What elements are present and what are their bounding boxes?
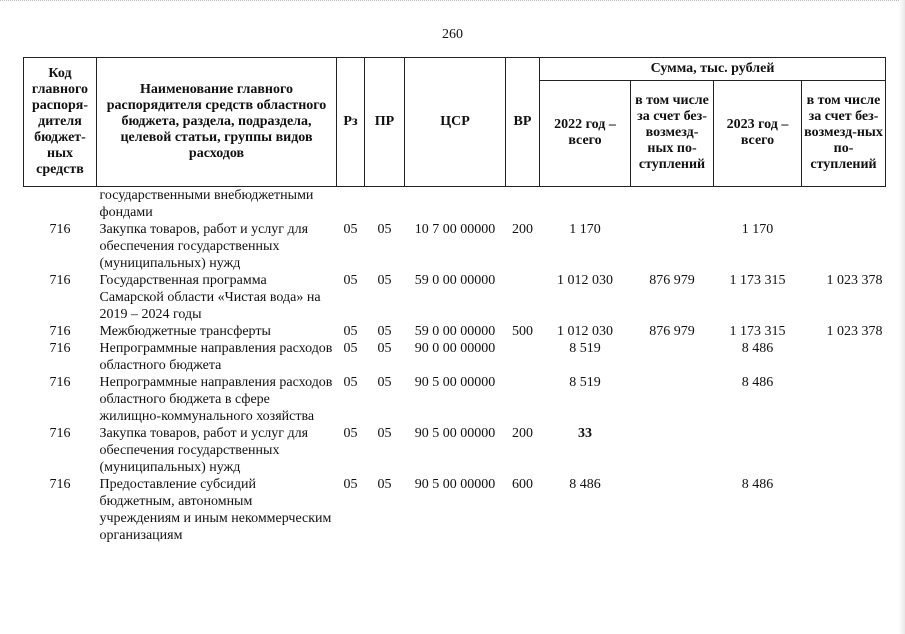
cell-2022-incl (631, 340, 714, 374)
cell-vr (506, 187, 540, 222)
cell-2022-total (540, 187, 631, 222)
cell-vr: 500 (512, 324, 533, 339)
cell-name: государственными внебюджетными фондами (99, 188, 314, 220)
cell-2023-incl (802, 340, 886, 374)
header-2022-total: 2022 год – всего (540, 80, 631, 186)
cell-vr: 600 (512, 477, 533, 492)
cell-name: Межбюджетные трансферты (99, 324, 271, 339)
cell-name: Закупка товаров, работ и услуг для обеспечения государственных (муниципальных) нужд (99, 426, 309, 475)
cell-code: 716 (49, 477, 71, 492)
cell-name: Государственная программа Самарской области «Чистая вода» на 2019 – 2024 годы (99, 273, 321, 322)
table-row (24, 221, 886, 272)
header-code: Код главного распоря-дителя бюджет-ных средств (24, 58, 97, 187)
cell-2022-total: 1 012 030 (557, 324, 613, 339)
cell-vr: 200 (512, 222, 533, 237)
cell-code: 716 (49, 375, 71, 390)
cell-pr: 05 (377, 426, 392, 441)
cell-csr: 90 5 00 00000 (414, 426, 496, 441)
table-row (24, 272, 886, 323)
cell-rz: 05 (343, 273, 358, 288)
cell-2023-total: 1 173 315 (729, 324, 786, 339)
cell-name: Непрограммные направления расходов областного бюджета (99, 341, 333, 373)
header-2023-total: 2023 год – всего (714, 80, 802, 186)
cell-rz: 05 (343, 324, 358, 339)
cell-2022-incl (631, 425, 714, 476)
cell-2022-incl (631, 221, 714, 272)
cell-pr: 05 (377, 477, 392, 492)
cell-2023-incl (802, 221, 886, 272)
cell-2022-total: 8 486 (569, 477, 601, 492)
cell-2022-incl (631, 374, 714, 425)
cell-2023-total: 8 486 (741, 341, 774, 356)
header-pr: ПР (365, 58, 405, 187)
cell-rz: 05 (343, 341, 358, 356)
cell-2022-incl (631, 476, 714, 544)
cell-vr (506, 272, 540, 323)
cell-pr: 05 (377, 222, 392, 237)
scan-top-edge (0, 0, 905, 4)
cell-csr: 90 5 00 00000 (414, 375, 496, 390)
cell-2022-incl (631, 187, 714, 222)
cell-csr: 59 0 00 00000 (414, 273, 496, 288)
cell-2022-total: 33 (578, 426, 592, 441)
table-row (24, 425, 886, 476)
cell-pr: 05 (377, 273, 392, 288)
table-row (24, 340, 886, 374)
cell-code: 716 (49, 341, 71, 356)
header-2023-incl: в том числе за счет без-возмезд-ных по-ступлений (802, 80, 886, 186)
page-number: 260 (442, 27, 463, 42)
header-vr: ВР (506, 58, 540, 187)
cell-csr: 59 0 00 00000 (414, 324, 496, 339)
cell-code (24, 187, 97, 222)
cell-name: Закупка товаров, работ и услуг для обеспечения государственных (муниципальных) нужд (99, 222, 309, 271)
header-2022-incl: в том числе за счет без-возмезд-ных по-ступлений (631, 80, 714, 186)
cell-2023-incl: 1 023 378 (826, 273, 883, 288)
cell-2023-total: 8 486 (741, 477, 774, 492)
cell-vr: 200 (512, 426, 533, 441)
cell-rz: 05 (343, 222, 358, 237)
cell-2023-incl: 1 023 378 (826, 324, 883, 339)
cell-2022-incl: 876 979 (649, 324, 695, 339)
cell-pr: 05 (377, 375, 392, 390)
cell-2023-total: 1 173 315 (729, 273, 786, 288)
cell-csr: 90 0 00 00000 (414, 341, 496, 356)
cell-2022-incl: 876 979 (649, 273, 695, 288)
table-row (24, 323, 886, 340)
table-header (24, 58, 886, 187)
cell-2023-total: 1 170 (741, 222, 774, 237)
cell-vr (506, 340, 540, 374)
cell-rz: 05 (343, 375, 358, 390)
cell-2023-incl (802, 187, 886, 222)
scan-right-edge (899, 0, 905, 634)
table-row (24, 476, 886, 544)
cell-pr: 05 (377, 341, 392, 356)
cell-pr: 05 (377, 324, 392, 339)
cell-code: 716 (49, 222, 71, 237)
cell-2022-total: 8 519 (569, 341, 601, 356)
cell-2022-total: 1 170 (569, 222, 601, 237)
cell-rz: 05 (343, 426, 358, 441)
cell-csr: 10 7 00 00000 (414, 222, 496, 237)
cell-csr: 90 5 00 00000 (414, 477, 496, 492)
cell-name: Предоставление субсидий бюджетным, автономным учреждениям и иным некоммерческим организациям (99, 477, 332, 543)
cell-2022-total: 8 519 (569, 375, 601, 390)
cell-rz (337, 187, 365, 222)
cell-code: 716 (49, 273, 71, 288)
table-body (24, 187, 886, 545)
cell-code: 716 (49, 324, 71, 339)
budget-table (23, 57, 886, 544)
cell-2023-total (714, 425, 802, 476)
cell-2023-total: 8 486 (741, 375, 774, 390)
header-name: Наименование главного распорядителя средств областного бюджета, раздела, подраздела, целевой статьи, группы видов расходов (97, 58, 337, 187)
cell-2023-incl (802, 374, 886, 425)
cell-vr (506, 374, 540, 425)
table-row (24, 187, 886, 222)
cell-2023-incl (802, 425, 886, 476)
cell-rz: 05 (343, 477, 358, 492)
cell-name: Непрограммные направления расходов областного бюджета в сфере жилищно-коммунального хозяйства (99, 375, 333, 424)
table-row (24, 374, 886, 425)
cell-code: 716 (49, 426, 71, 441)
cell-2023-total (714, 187, 802, 222)
header-rz: Рз (337, 58, 365, 187)
header-csr: ЦСР (405, 58, 506, 187)
header-sum: Сумма, тыс. рублей (540, 58, 886, 81)
cell-csr (405, 187, 506, 222)
cell-2023-incl (802, 476, 886, 544)
cell-pr (365, 187, 405, 222)
cell-2022-total: 1 012 030 (557, 273, 613, 288)
